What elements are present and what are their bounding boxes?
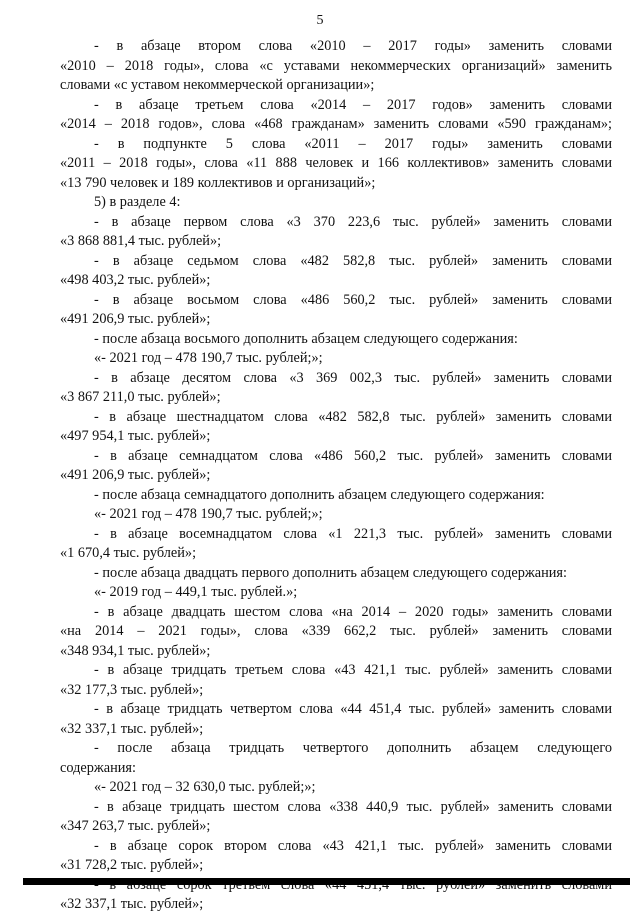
text-line: «13 790 человек и 189 коллективов и организаций»; [60, 174, 376, 191]
text-line: «32 337,1 тыс. рублей»; [60, 720, 204, 737]
text-line: содержания: [60, 759, 136, 776]
text-line: «348 934,1 тыс. рублей»; [60, 642, 211, 659]
text-line: «1 670,4 тыс. рублей»; [60, 545, 197, 561]
text-line: «на 2014 – 2021 годы», слова «339 662,2 тыс. рублей» заменить словами [60, 623, 612, 639]
text-line: - после абзаца семнадцатого дополнить абзацем следующего содержания: [94, 486, 545, 503]
text-line: - в абзаце тридцать шестом слова «338 440,9 тыс. рублей» заменить словами [94, 798, 612, 815]
text-line: «32 177,3 тыс. рублей»; [60, 681, 204, 698]
text-line: «491 206,9 тыс. рублей»; [60, 311, 211, 327]
text-line: - после абзаца восьмого дополнить абзацем следующего содержания: [94, 330, 518, 347]
text-line: - в абзаце третьем слова «2014 – 2017 годов» заменить словами [94, 96, 612, 113]
text-line: - в абзаце десятом слова «3 369 002,3 тыс. рублей» заменить словами [94, 369, 612, 386]
text-line: - после абзаца двадцать первого дополнить абзацем следующего содержания: [94, 564, 567, 581]
text-line: «3 867 211,0 тыс. рублей»; [60, 389, 221, 405]
text-line: «3 868 881,4 тыс. рублей»; [60, 233, 222, 249]
text-line: «- 2021 год – 478 190,7 тыс. рублей;»; [94, 506, 323, 522]
text-line: «2011 – 2018 годы», слова «11 888 человек и 166 коллективов» заменить словами [60, 155, 612, 171]
text-line: словами «с уставом некоммерческой организации»; [60, 77, 375, 93]
text-line: - в абзаце сорок втором слова «43 421,1 тыс. рублей» заменить словами [94, 837, 612, 854]
text-line: «2014 – 2018 годов», слова «468 гражданам» заменить словами «590 гражданам»; [60, 116, 612, 132]
text-line: - в абзаце втором слова «2010 – 2017 годы» заменить словами [94, 38, 612, 54]
bottom-rule [23, 878, 630, 885]
text-line: «31 728,2 тыс. рублей»; [60, 857, 204, 873]
text-line: «- 2019 год – 449,1 тыс. рублей.»; [94, 584, 298, 600]
text-line: «32 337,1 тыс. рублей»; [60, 896, 204, 912]
text-line: - в абзаце седьмом слова «482 582,8 тыс. рублей» заменить словами [94, 252, 612, 269]
text-line: - в абзаце восьмом слова «486 560,2 тыс. рублей» заменить словами [94, 291, 612, 308]
text-line: «498 403,2 тыс. рублей»; [60, 272, 211, 288]
text-line: - в подпункте 5 слова «2011 – 2017 годы» заменить словами [94, 135, 612, 152]
text-line: «2010 – 2018 годы», слова «с уставами некоммерческих организаций» заменить [60, 57, 612, 74]
document-body [60, 37, 612, 915]
text-line: «497 954,1 тыс. рублей»; [60, 428, 211, 444]
text-line: - в абзаце тридцать третьем слова «43 421,1 тыс. рублей» заменить словами [94, 662, 612, 678]
text-line: - в абзаце первом слова «3 370 223,6 тыс. рублей» заменить словами [94, 213, 612, 230]
text-line: - в абзаце семнадцатом слова «486 560,2 тыс. рублей» заменить словами [94, 447, 612, 464]
text-line: «491 206,9 тыс. рублей»; [60, 467, 211, 483]
text-line: «- 2021 год – 478 190,7 тыс. рублей;»; [94, 350, 323, 366]
text-line: «- 2021 год – 32 630,0 тыс. рублей;»; [94, 779, 316, 795]
text-line: - после абзаца тридцать четвертого дополнить абзацем следующего [94, 740, 612, 756]
text-line: «347 263,7 тыс. рублей»; [60, 818, 211, 834]
text-line: - в абзаце двадцать шестом слова «на 2014 – 2020 годы» заменить словами [94, 603, 612, 620]
page-number: 5 [316, 13, 324, 28]
text-line: - в абзаце шестнадцатом слова «482 582,8 тыс. рублей» заменить словами [94, 408, 612, 425]
text-line: - в абзаце восемнадцатом слова «1 221,3 тыс. рублей» заменить словами [94, 525, 612, 542]
text-line: - в абзаце тридцать четвертом слова «44 451,4 тыс. рублей» заменить словами [94, 701, 612, 717]
text-line: 5) в разделе 4: [94, 194, 181, 210]
